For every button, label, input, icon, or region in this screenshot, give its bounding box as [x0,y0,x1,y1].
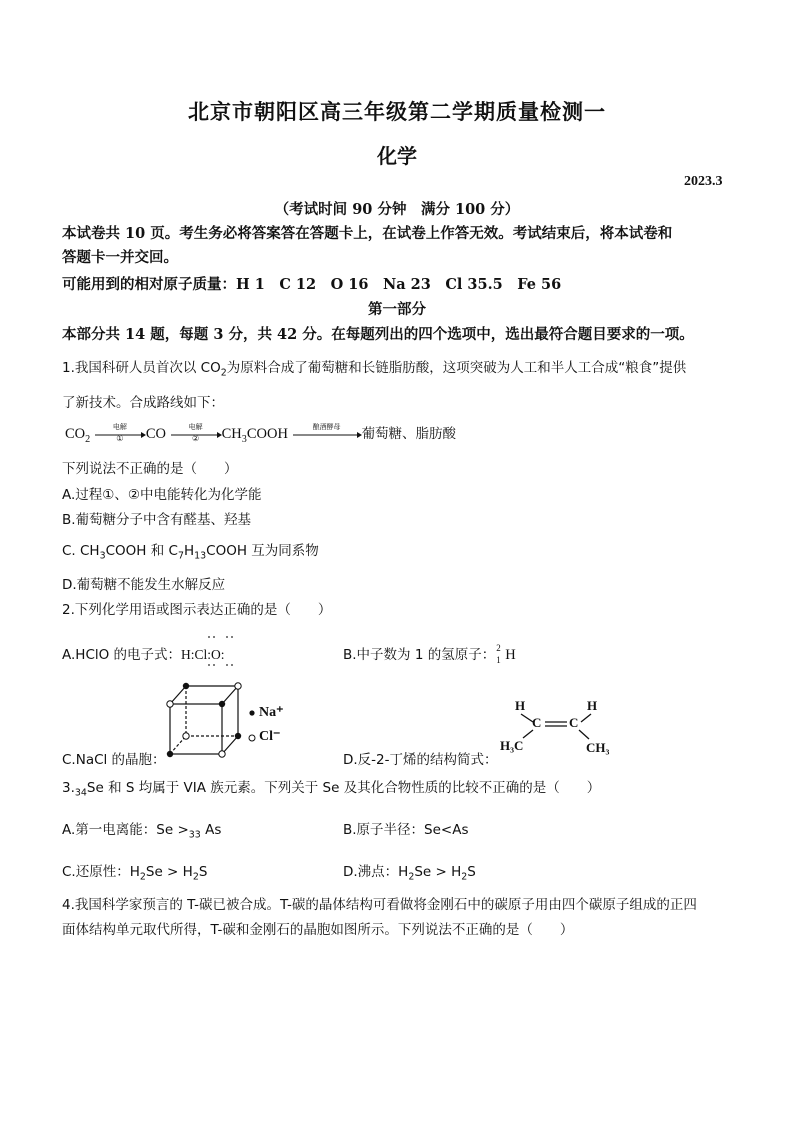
hclo-electron-formula: H:Cl:O: [181,647,225,662]
q2-option-a: A.HClO 的电子式：H:Cl:O: [62,647,225,663]
q3-option-c: C.还原性：$H_2Se > H_2S$ [62,864,208,883]
q2-option-c: C.NaCl 的晶胞： [62,752,166,768]
butene-c1: C [532,715,542,730]
q3-option-b: B.原子半径：Se<As [343,822,469,838]
q1-synthesis-route: $CO_2$ 电解 ① CO 电解 ② $CH_3COOH$ 酿酒酵母 葡萄糖、脂肪酸 [65,422,457,445]
butene-methyl-left: H₃C [500,738,524,753]
cl-legend-icon [247,733,257,743]
q1-option-b: B.葡萄糖分子中含有醛基、羟基 [62,512,252,528]
arrow-electrolysis-1: 电解 ① [94,431,146,439]
atomic-mass-line: 可能用到的相对原子质量：H 1 C 12 O 16 Na 23 Cl 35.5 Fe 56 [62,276,562,293]
exam-date: 2023.3 [684,174,723,189]
time-info: （考试时间 90 分钟 满分 100 分） [274,201,520,218]
lone-pair-dots [200,634,240,668]
q3-stem: $3._{34}Se$ 和 S 均属于 VIA 族元素。下列关于 Se 及其化合物性质的比较不正确的是（ ） [62,780,601,799]
q1-option-c: C. $CH_3COOH$ 和 $C_7H_{13}COOH$ 互为同系物 [62,543,319,562]
subject-title: 化学 [377,144,417,168]
cl-legend-label: Cl⁻ [259,729,281,744]
exam-title: 北京市朝阳区高三年级第二学期质量检测一 [188,99,606,124]
q1-option-d: D.葡萄糖不能发生水解反应 [62,577,226,593]
nacl-unit-cell-diagram [162,680,252,760]
arrow-yeast: 酿酒酵母 [292,431,362,439]
na-legend-icon [248,709,256,717]
section-description: 本部分共 14 题，每题 3 分，共 42 分。在每题列出的四个选项中，选出最符合题目要求的一项。 [62,326,694,343]
q2-option-b: B.中子数为 1 的氢原子： 2 1 H [343,643,516,665]
q3-option-a: A.第一电离能：$Se >_{33}$ As [62,822,222,841]
q4-stem-line1: 4.我国科学家预言的 T-碳已被合成。T-碳的晶体结构可看做将金刚石中的碳原子用由四个碳原子组成的正四 [62,897,697,913]
q2-option-d: D.反-2-丁烯的结构简式： [343,752,498,768]
q1-option-a: A.过程①、②中电能转化为化学能 [62,487,262,503]
q1-ask: 下列说法不正确的是（ ） [62,461,238,477]
q3-option-d: D.沸点：$H_2Se > H_2S$ [343,864,476,883]
butene-methyl-right: CH₃ [586,740,610,755]
instructions-line2: 答题卡一并交回。 [62,249,178,266]
q4-stem-line2: 面体结构单元取代所得，T-碳和金刚石的晶胞如图所示。下列说法不正确的是（ ） [62,922,574,938]
q1-stem: 1.我国科研人员首次以 $CO_2$为原料合成了葡萄糖和长链脂肪酸，这项突破为人工和半人工合成“粮食”提供 [62,360,687,379]
q2-stem: 2.下列化学用语或图示表达正确的是（ ） [62,602,332,618]
q1-stem-line2: 了新技术。合成路线如下： [62,395,224,411]
arrow-electrolysis-2: 电解 ② [170,431,222,439]
na-legend-label: Na⁺ [259,705,284,720]
butene-h2: H [587,698,598,713]
instructions-line1: 本试卷共 10 页。考生务必将答案答在答题卡上，在试卷上作答无效。考试结束后，将本试卷和 [62,225,673,242]
butene-h1: H [515,698,526,713]
section-title: 第一部分 [368,301,426,318]
butene-c2: C [569,715,579,730]
butene-bonds [505,700,620,750]
